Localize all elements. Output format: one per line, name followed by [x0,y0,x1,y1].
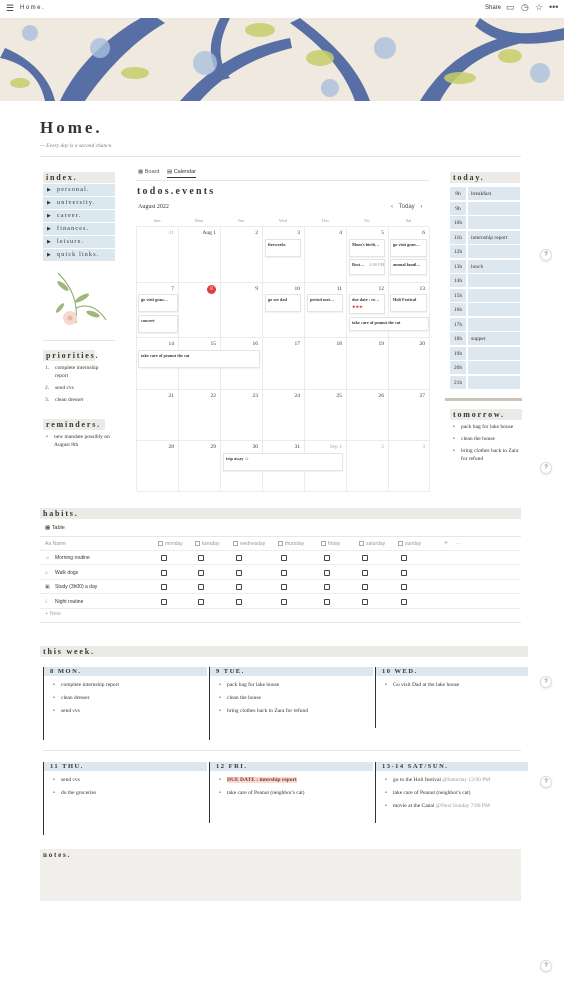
priority-item: 2. send cvs [45,385,74,391]
habit-checkbox[interactable] [324,599,330,605]
calendar-day-cell[interactable] [305,227,347,283]
calendar-day-cell[interactable] [263,390,305,441]
schedule-entry[interactable] [468,318,520,331]
weekday-label: Tue [237,218,245,223]
habit-icon: ▣ [45,584,50,590]
day-number: 12 [378,286,384,292]
divider [43,340,115,341]
habits-heading: habits. [40,508,521,519]
divider [40,156,521,157]
habit-checkbox[interactable] [236,555,242,561]
day-number: 31 [168,230,174,236]
day-number: 22 [210,393,216,399]
checkbox-icon [233,541,238,546]
habit-checkbox[interactable] [161,555,167,561]
index-item-leisure[interactable]: ▶ leisure. [43,236,115,248]
day-number: 3 [297,230,300,236]
hour-label: 15h [450,289,466,302]
day-number: 8 [207,285,216,294]
checkbox-icon [359,541,364,546]
day-number: 3 [422,444,425,450]
habit-checkbox[interactable] [281,555,287,561]
task-item: • complete internship report [44,681,207,689]
schedule-row [450,332,520,346]
index-item-quick-links[interactable]: ▶ quick links. [43,249,115,261]
day-number: 4 [339,230,342,236]
notes-block[interactable] [40,849,521,901]
calendar-month: August 2022 [138,204,169,210]
hour-label: 21h [450,376,466,389]
day-column-tuesday [209,667,373,740]
new-row-button[interactable]: + New [45,611,61,617]
tab-board[interactable]: ▦ Board [138,169,160,175]
schedule-entry[interactable] [468,216,520,229]
habit-checkbox[interactable] [161,599,167,605]
day-label: 12 FRI. [210,762,373,771]
weekday-label: Fri [364,218,370,223]
habit-checkbox[interactable] [324,570,330,576]
column-header-sunday[interactable]: sunday [398,537,421,551]
day-number: 16 [252,341,258,347]
calendar-day-cell[interactable] [347,390,389,441]
habit-checkbox[interactable] [362,570,368,576]
day-number: 18 [336,341,342,347]
task-item: • take care of Peanut (neighbor's cat) [210,789,373,797]
divider [40,622,521,623]
column-header-tuesday[interactable]: tuesday [195,537,220,551]
schedule-row [450,289,520,303]
today-button[interactable]: Today [398,204,415,210]
habit-checkbox[interactable] [401,570,407,576]
hour-label: 8h [450,187,466,200]
schedule-entry[interactable]: lunch [468,260,520,273]
day-number: 27 [419,393,425,399]
day-number: 29 [210,444,216,450]
calendar-day-cell[interactable] [179,227,221,283]
help-button[interactable]: ? [540,462,552,474]
help-button[interactable]: ? [540,249,552,261]
day-label: 13-14 SAT/SUN. [376,762,528,771]
day-label: 9 TUE. [210,667,373,676]
habit-name[interactable]: Morning routine [55,555,90,561]
task-item: • movie at the Canal @Next Sunday 7:00 PM [376,802,528,810]
task-item: • go to the Holi festival @Saturday 12:00 PM [376,776,528,784]
calendar-event[interactable]: go visit gran… [138,294,178,312]
prev-month-icon[interactable]: ‹ [391,204,393,210]
checkbox-icon [158,541,163,546]
schedule-entry[interactable] [468,303,520,316]
calendar-day-cell[interactable] [305,390,347,441]
today-schedule [450,187,520,391]
toggle-icon[interactable]: ▶ [47,240,53,245]
schedule-row [450,376,520,390]
task-item: • clean dresser [44,694,207,702]
flower-illustration [48,268,108,335]
schedule-row [450,202,520,216]
tomorrow-item: • bring clothes back to Zara for refund [451,447,519,463]
day-number: 15 [210,341,216,347]
weekday-label: Wed [278,218,288,223]
divider [43,750,521,751]
hour-label: 13h [450,260,466,273]
habit-checkbox[interactable] [161,584,167,590]
habit-icon: ☾ [45,598,50,605]
schedule-entry[interactable] [468,202,520,215]
day-number: 13 [419,286,425,292]
task-item: • Go visit Dad at the lake house [376,681,528,689]
column-header-wednesday[interactable]: wednesday [233,537,265,551]
habit-checkbox[interactable] [236,570,242,576]
cover-image [0,18,564,101]
toggle-icon[interactable]: ▶ [47,188,53,193]
habit-icon: ☼ [45,555,50,561]
day-number: 21 [168,393,174,399]
calendar-day-cell[interactable] [137,227,179,283]
habit-row [40,580,521,594]
habit-checkbox[interactable] [281,599,287,605]
day-number: 10 [294,286,300,292]
share-button[interactable]: Share [485,5,502,11]
habit-checkbox[interactable] [281,570,287,576]
schedule-entry[interactable] [468,245,520,258]
habit-checkbox[interactable] [198,584,204,590]
hour-label: 11h [450,231,466,244]
date-mention[interactable]: @Saturday 12:00 PM [442,777,491,783]
index-list [43,184,115,262]
task-item: • clean the house [210,694,373,702]
calendar-day-cell[interactable] [221,390,263,441]
schedule-entry[interactable]: supper [468,332,520,345]
schedule-entry[interactable] [468,361,520,374]
calendar-event[interactable] [349,259,385,275]
calendar-day-cell[interactable] [179,441,221,492]
column-header-thursday[interactable]: thursday [278,537,304,551]
reminders-heading: reminders. [43,419,105,430]
divider-bar [445,398,522,401]
calendar-icon: ▤ [166,169,173,175]
calendar-day-cell[interactable] [389,441,430,492]
weekday-label: Mon [194,218,204,223]
habits-view-tab[interactable]: ▦ Table [45,525,65,531]
toggle-icon[interactable]: ▶ [47,201,53,206]
more-icon[interactable]: ••• [549,2,559,12]
calendar-day-cell[interactable] [347,338,389,390]
task-item: • pack bag for lake house [210,681,373,689]
day-column-weekend [375,762,528,823]
top-bar [0,0,564,18]
calendar-nav [391,204,422,210]
hour-label: 16h [450,303,466,316]
hour-label: 17h [450,318,466,331]
schedule-entry[interactable] [468,347,520,360]
column-header-friday[interactable]: friday [321,537,340,551]
habit-checkbox[interactable] [281,584,287,590]
tomorrow-list [451,423,519,463]
add-column-icon[interactable]: + [444,540,449,547]
toggle-icon[interactable]: ▶ [47,227,53,232]
calendar-event[interactable] [349,294,385,314]
day-number: 23 [252,393,258,399]
reminder-item: • new mandate possibly on August 8th [44,433,118,449]
thisweek-heading: this week. [40,646,528,657]
comment-icon[interactable]: ▭ [506,2,515,12]
day-number: 2 [255,230,258,236]
divider [136,180,429,181]
habit-name[interactable]: Study (3h00) a day [55,584,98,590]
habit-checkbox[interactable] [198,570,204,576]
calendar-day-cell[interactable] [221,283,263,338]
priorities-heading: priorities. [43,350,95,361]
todos-heading: todos.events [137,186,216,197]
calendar-event[interactable]: fireworks [265,239,301,257]
index-item-career[interactable]: ▶ career. [43,210,115,222]
day-number: 19 [378,341,384,347]
weekday-label: Sat [405,218,412,223]
due-date-highlight: DUE DATE : intership report [227,777,297,783]
habit-checkbox[interactable] [362,555,368,561]
table-icon: ▦ [45,525,51,531]
hour-label: 14h [450,274,466,287]
help-button[interactable]: ? [540,676,552,688]
habits-header-row [40,537,521,551]
task-item: • send cvs [44,776,207,784]
day-label: 8 MON. [44,667,207,676]
index-item-personal[interactable]: ▶ personal. [43,184,115,196]
notes-heading: notes. [43,851,72,859]
index-item-finances[interactable]: ▶ finances. [43,223,115,235]
tab-calendar[interactable]: ▤ Calendar [167,169,196,178]
hour-label: 9h [450,202,466,215]
day-label: 10 WED. [376,667,528,676]
task-item [210,776,373,784]
task-item: • do the groceries [44,789,207,797]
toggle-icon[interactable]: ▶ [47,253,53,258]
priority-stars: ★★★ [352,304,363,309]
day-number: 24 [294,393,300,399]
clock-icon[interactable]: ◷ [521,2,529,12]
day-number: 30 [252,444,258,450]
board-icon: ▦ [138,169,144,175]
day-number: 25 [336,393,342,399]
calendar-event[interactable]: go visit gran… [390,239,427,257]
habit-checkbox[interactable] [362,599,368,605]
schedule-entry[interactable] [468,376,520,389]
habit-checkbox[interactable] [401,555,407,561]
help-button[interactable]: ? [540,776,552,788]
calendar-event[interactable]: go see dad [265,294,301,312]
schedule-row [450,303,520,317]
tomorrow-heading: tomorrow. [450,409,522,420]
calendar-day-cell[interactable] [389,390,430,441]
schedule-entry[interactable]: internship report [468,231,520,244]
task-item: • send cvs [44,707,207,715]
schedule-row [450,216,520,230]
calendar-day-cell[interactable] [347,441,389,492]
tomorrow-item: • clean the house [451,435,519,443]
calendar-event[interactable]: Holi Festival [390,294,427,312]
calendar-event[interactable]: take care of peanut the cat [349,317,429,331]
calendar-event[interactable]: trip away ☺ [223,453,343,471]
priority-item: 1. complete internship report [45,365,99,379]
day-number: 17 [294,341,300,347]
index-heading: index. [43,172,115,183]
weekday-header [136,216,429,226]
toggle-icon[interactable]: ▶ [47,214,53,219]
calendar-day-cell[interactable] [179,283,221,338]
checkbox-icon [278,541,283,546]
habit-checkbox[interactable] [161,570,167,576]
schedule-row [450,260,520,274]
today-heading: today. [450,172,520,183]
habit-checkbox[interactable] [236,584,242,590]
day-label: 11 THU. [44,762,207,771]
schedule-row [450,347,520,361]
calendar-day-cell[interactable] [263,338,305,390]
calendar-day-cell[interactable] [221,227,263,283]
day-number: 2 [381,444,384,450]
calendar-cells [136,226,429,491]
habit-checkbox[interactable] [362,584,368,590]
priority-item: 3. clean dresser [45,397,84,403]
day-column-thursday [43,762,207,835]
habit-name[interactable]: Walk dogs [55,569,79,576]
event-time: 4:00 PM [369,262,385,267]
hour-label: 10h [450,216,466,229]
column-header-saturday[interactable]: saturday [359,537,385,551]
date-mention[interactable]: @Next Sunday 7:00 PM [435,803,490,809]
day-number: 11 [336,286,342,292]
checkbox-icon [195,541,200,546]
calendar-day-cell[interactable] [389,338,430,390]
schedule-row [450,231,520,245]
weekday-label: Thu [321,218,329,223]
habit-row [40,551,521,565]
text-icon: Aa [45,541,52,547]
habit-row [40,595,521,609]
page-title: Home. [40,118,103,137]
event-title: Rest… [352,262,365,267]
name-column-header: Aa Name [45,541,66,547]
schedule-entry[interactable] [468,274,520,287]
breadcrumb[interactable]: Home. [20,5,46,11]
habit-row [40,566,521,580]
plus-icon: + [45,611,49,617]
hour-label: 12h [450,245,466,258]
calendar-day-cell[interactable] [305,338,347,390]
hour-label: 20h [450,361,466,374]
tomorrow-item: • pack bag for lake house [451,423,519,431]
day-column-wednesday [375,667,528,728]
menu-icon[interactable]: ☰ [6,3,15,13]
star-icon[interactable]: ☆ [535,2,544,12]
day-number: 28 [168,444,174,450]
habit-checkbox[interactable] [324,584,330,590]
habit-checkbox[interactable] [198,599,204,605]
column-header-monday[interactable]: monday [158,537,183,551]
day-number: 14 [168,341,174,347]
day-number: Aug 1 [202,230,216,236]
day-number: 26 [378,393,384,399]
calendar-grid [136,216,429,491]
day-number: 31 [294,444,300,450]
calendar-day-cell[interactable] [179,390,221,441]
calendar-day-cell[interactable] [137,390,179,441]
calendar-event[interactable]: Mom's birth… [349,239,385,257]
hour-label: 18h [450,332,466,345]
habit-checkbox[interactable] [401,584,407,590]
schedule-row [450,318,520,332]
calendar-event[interactable]: annual famil… [390,259,427,275]
habit-checkbox[interactable] [236,599,242,605]
help-button[interactable]: ? [540,960,552,972]
day-column-friday [209,762,373,823]
priorities-list [45,364,115,404]
day-number: Sep 1 [329,444,342,450]
day-number: 5 [381,230,384,236]
habit-checkbox[interactable] [324,555,330,561]
day-number: 7 [171,286,174,292]
habit-checkbox[interactable] [401,599,407,605]
schedule-entry[interactable] [468,289,520,302]
day-number: 6 [422,230,425,236]
weekday-label: Sun [153,218,161,223]
day-column-monday [43,667,207,740]
next-month-icon[interactable]: › [420,204,423,210]
schedule-row [450,187,520,201]
event-title: due date : re… [352,297,380,302]
habit-icon: ⌂ [45,569,49,576]
calendar-event[interactable]: concert [138,315,178,333]
calendar-day-cell[interactable] [137,441,179,492]
habit-name[interactable]: Night routine [55,598,84,605]
day-number: 9 [255,286,258,292]
checkbox-icon [321,541,326,546]
checkbox-icon [398,541,403,546]
reminders-list [44,433,118,449]
schedule-entry[interactable]: breakfast [468,187,520,200]
calendar-event[interactable]: take care of peanut the cat [138,350,260,368]
task-item: • bring clothes back to Zara for refund [210,707,373,715]
task-item: • take care of Peanut (neighbor's cat) [376,789,528,797]
index-item-university[interactable]: ▶ university. [43,197,115,209]
schedule-row [450,274,520,288]
schedule-row [450,245,520,259]
hour-label: 19h [450,347,466,360]
day-number: 20 [419,341,425,347]
calendar-event[interactable]: period met… [307,294,343,312]
view-tabs [138,169,196,175]
more-icon[interactable]: ··· [456,541,461,547]
schedule-row [450,361,520,375]
page-quote: — Every day is a second chance. [40,143,113,149]
habit-checkbox[interactable] [198,555,204,561]
